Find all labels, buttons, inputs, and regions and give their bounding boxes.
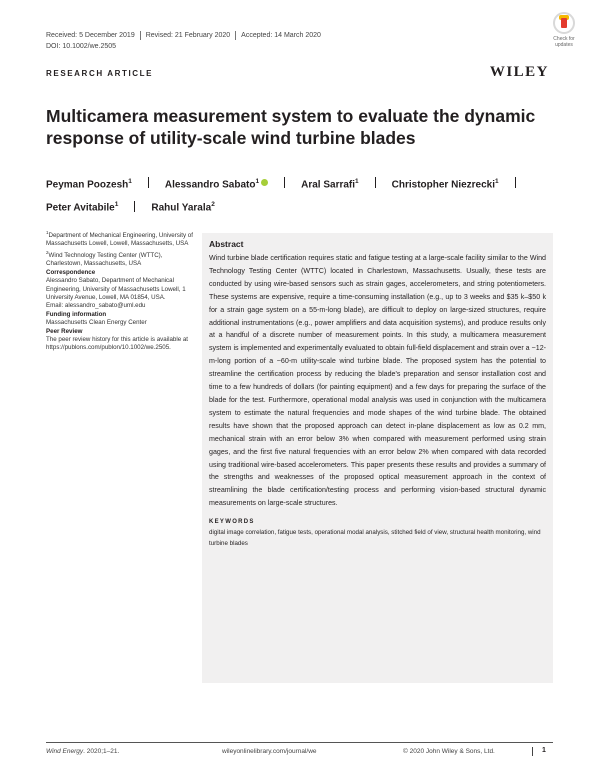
abstract-text: Wind turbine blade certification requires static and fatigue testing at a large-scale facility similar to the Wind Technology Testing Center (WTTC) located in Charlestown, Massachusetts. Usually, these tests are conducted by using wire-based sensors such as strain gages, accelerometers, and string potentiometers. These systems are expensive, require a time-consuming installation (e.g., up to 3 weeks and $35 k–$50 k for a strain gage system on a 55-m-long blade), are difficult to deploy on large-sized structures, require additional instrumentations (e.g., power amplifiers and data acquisition systems), and produce results only at a handful of a discrete number of measurement points. In this study, a multicamera measurement system is implemented and experimentally evaluated to obtain full-field displacement and strain over a ~12-m-long portion of a ~60-m utility-scale wind turbine blade. The proposed system has the potential to streamline the certification process by reducing the blade's preparation and sensor installation cost and time to a few hundreds of dollars (for painting equipment) and a few days for preparing the surface of the blade for the test. Furthermore, operational modal analysis was used in conjunction with the multicamera system to estimate the natural frequencies and mode shapes of the wind turbine blade. The obtained results have shown that the proposed approach can detect in-plane displacement as low as 0.2 mm, mechanical strain with an error below 3% when compared with measurement performed using strain gages, and the first five natural frequencies with an error below 2% when compared with data recorded using traditional wire-based accelerometers. This paper presents these results and provides a summary of the strengths and weaknesses of the proposed optical measurement approach in the context of streamlining the blade certification/testing process and performing vision-based structural dynamic measurements on large-scale structures.: [209, 254, 546, 508]
correspondence-heading: Correspondence: [46, 268, 96, 276]
revised-date: Revised: 21 February 2020: [141, 31, 236, 40]
peer-review-heading: Peer Review: [46, 327, 83, 335]
author[interactable]: Aral Sarrafi$^1$: [301, 178, 359, 191]
crossmark-label: Check for updates: [553, 36, 575, 48]
affiliation-2: $^2$Wind Technology Testing Center (WTTC), Charlestown, Massachusetts, USA: [46, 249, 163, 268]
footer-journal-url[interactable]: wileyonlinelibrary.com/journal/we: [222, 748, 317, 755]
footer-copyright: © 2020 John Wiley & Sons, Ltd.: [403, 748, 495, 755]
accepted-date: Accepted: 14 March 2020: [241, 32, 321, 39]
author[interactable]: Rahul Yarala$^2$: [151, 201, 215, 214]
funding-text: Massachusetts Clean Energy Center: [46, 319, 147, 327]
author-separator: [134, 201, 135, 212]
author[interactable]: Christopher Niezrecki$^1$: [391, 178, 499, 191]
footer-separator: [532, 747, 533, 756]
footer-divider: [46, 742, 553, 743]
article-sidebar: [46, 229, 196, 353]
author[interactable]: Alessandro Sabato$^1$: [165, 172, 268, 195]
keywords-heading: KEYWORDS: [209, 519, 255, 526]
publisher-logo: WILEY: [489, 64, 549, 80]
author-separator: [375, 177, 376, 188]
keywords-list: digital image correlation, fatigue tests, operational modal analysis, stitched field of view, structural health monitoring, wind turbine blades: [209, 529, 541, 547]
author-separator: [284, 177, 285, 188]
funding-heading: Funding information: [46, 310, 107, 318]
author-separator: [515, 177, 516, 188]
correspondence-text: Alessandro Sabato, Department of Mechanical Engineering, University of Massachusetts Lowell, 1 University Avenue, Lowell, MA 01854, USA.: [46, 277, 186, 301]
article-title: Multicamera measurement system to evaluate the dynamic response of utility-scale wind turbine blades: [46, 106, 536, 148]
page-number: 1: [542, 747, 546, 754]
abstract-heading: Abstract: [209, 239, 244, 249]
abstract-box: [202, 233, 553, 683]
article-dates: [46, 31, 326, 40]
affiliation-1: $^1$Department of Mechanical Engineering, University of Massachusetts Lowell, Lowell, Massachusetts, USA: [46, 230, 193, 248]
correspondence-email[interactable]: Email: alessandro_sabato@uml.edu: [46, 302, 146, 310]
peer-review-text: The peer review history for this article is available at https://publons.com/publon/10.1002/we.2505.: [46, 336, 189, 352]
author-list: [46, 172, 556, 219]
received-date: Received: 5 December 2019: [46, 31, 141, 40]
orcid-icon[interactable]: [261, 179, 268, 186]
author[interactable]: Peyman Poozesh$^1$: [46, 178, 132, 191]
author[interactable]: Peter Avitabile$^1$: [46, 201, 119, 214]
crossmark-icon[interactable]: [549, 12, 579, 52]
crossmark-badge: [553, 12, 575, 34]
article-type: RESEARCH ARTICLE: [46, 69, 154, 78]
author-separator: [148, 177, 149, 188]
footer-citation: Wind Energy. 2020;1–21.: [46, 748, 120, 755]
doi[interactable]: DOI: 10.1002/we.2505: [46, 43, 117, 50]
